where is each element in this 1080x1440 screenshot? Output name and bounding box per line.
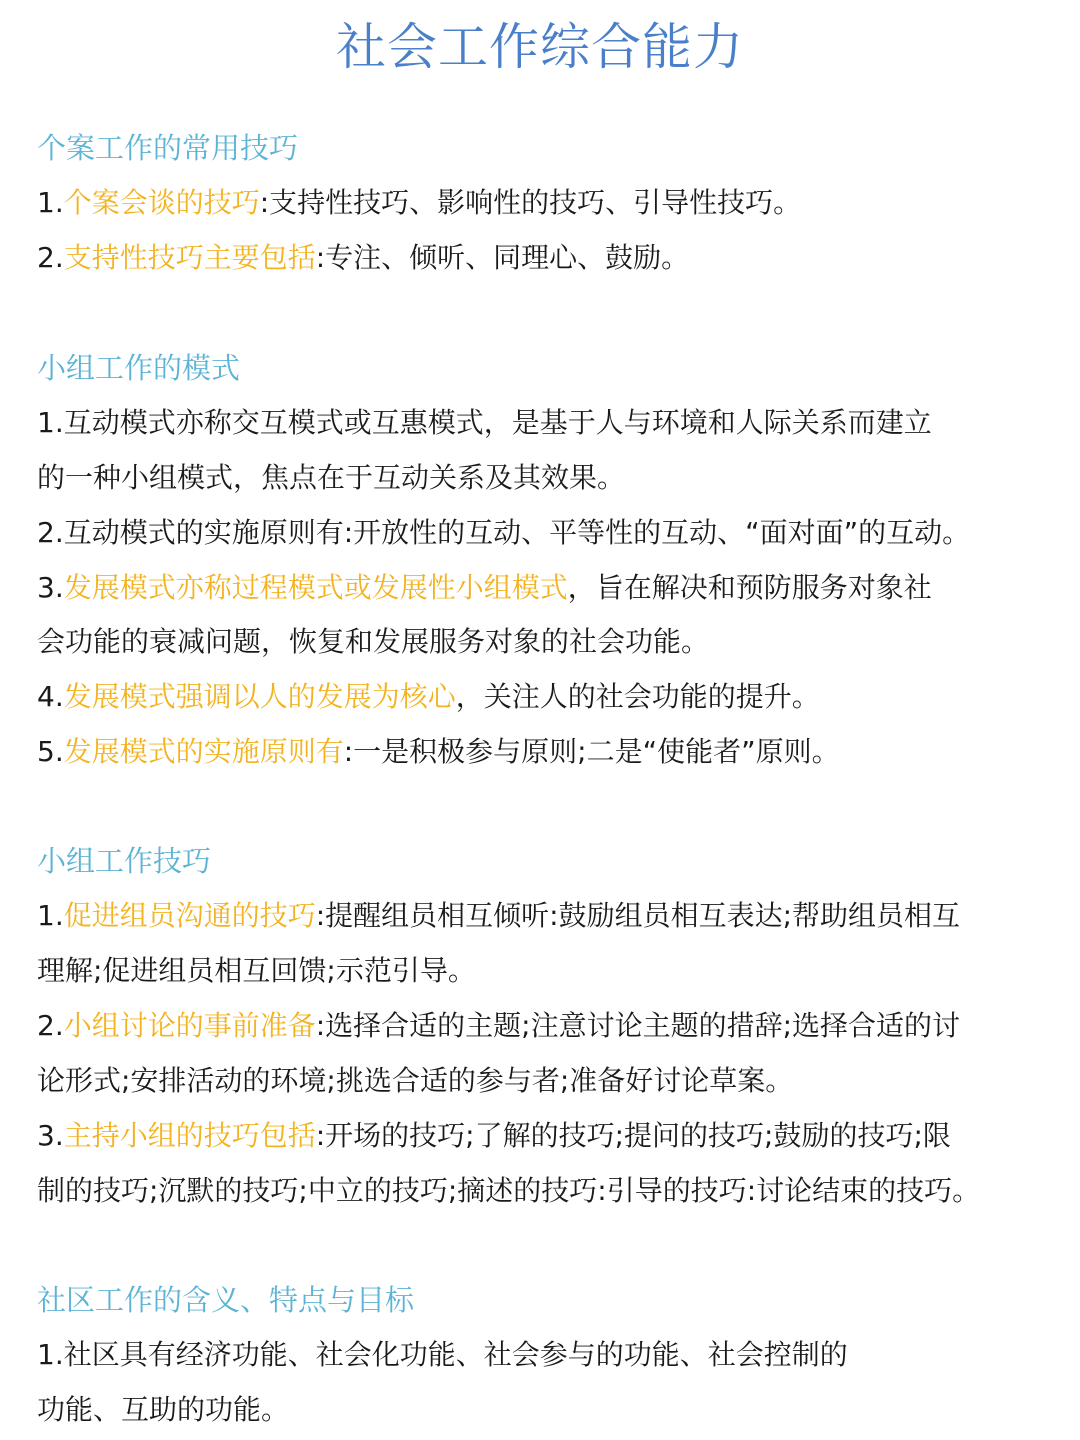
line-text: :支持性技巧、影响性的技巧、引导性技巧。 <box>259 186 802 219</box>
line-text: :选择合适的主题;注意讨论主题的措辞;选择合适的讨 <box>315 1009 961 1042</box>
text-line <box>37 1116 951 1156</box>
text-line <box>37 896 960 936</box>
text-line <box>37 568 932 608</box>
line-text: ，关注人的社会功能的提升。 <box>455 680 820 713</box>
line-text: 制的技巧;沉默的技巧;中立的技巧;摘述的技巧:引导的技巧:讨论结束的技巧。 <box>37 1174 981 1207</box>
line-text: :一是积极参与原则;二是“使能者”原则。 <box>343 735 840 768</box>
line-text: :提醒组员相互倾听:鼓励组员相互表达;帮助组员相互 <box>315 899 961 932</box>
line-text: ，旨在解决和预防服务对象社 <box>567 571 932 604</box>
text-line <box>37 403 932 443</box>
line-prefix: 1. <box>37 899 64 932</box>
line-text: 1.社区具有经济功能、社会化功能、社会参与的功能、社会控制的 <box>37 1338 848 1371</box>
text-line <box>37 732 840 772</box>
line-text: 论形式;安排活动的环境;挑选合适的参与者;准备好讨论草案。 <box>37 1064 794 1097</box>
text-line <box>37 951 476 991</box>
highlight-text: 发展模式亦称过程模式或发展性小组模式 <box>63 571 568 604</box>
line-text: :专注、倾听、同理心、鼓励。 <box>315 241 690 274</box>
line-prefix: 3. <box>37 1119 64 1152</box>
line-text: 1.互动模式亦称交互模式或互惠模式，是基于人与环境和人际关系而建立 <box>37 406 932 439</box>
section-heading-community-work: 社区工作的含义、特点与目标 <box>37 1283 415 1317</box>
section-heading-group-work-skills: 小组工作技巧 <box>37 844 212 878</box>
highlight-text: 促进组员沟通的技巧 <box>63 899 316 932</box>
line-text: :开场的技巧;了解的技巧;提问的技巧;鼓励的技巧;限 <box>315 1119 951 1152</box>
line-text: 2.互动模式的实施原则有:开放性的互动、平等性的互动、“面对面”的互动。 <box>37 516 971 549</box>
line-prefix: 2. <box>37 241 64 274</box>
text-line <box>37 1006 960 1046</box>
line-prefix: 4. <box>37 680 64 713</box>
line-text: 功能、互助的功能。 <box>37 1393 290 1426</box>
text-line <box>37 183 801 223</box>
line-prefix: 1. <box>37 186 64 219</box>
text-line <box>37 1335 848 1375</box>
highlight-text: 小组讨论的事前准备 <box>63 1009 316 1042</box>
highlight-text: 主持小组的技巧包括 <box>63 1119 316 1152</box>
text-line <box>37 1171 980 1211</box>
line-prefix: 5. <box>37 735 64 768</box>
section-heading-group-work-models: 小组工作的模式 <box>37 351 241 385</box>
text-line <box>37 677 820 717</box>
highlight-text: 个案会谈的技巧 <box>63 186 260 219</box>
line-text: 理解;促进组员相互回馈;示范引导。 <box>37 954 476 987</box>
text-line <box>37 238 689 278</box>
highlight-text: 发展模式的实施原则有 <box>63 735 344 768</box>
line-text: 会功能的衰减问题，恢复和发展服务对象的社会功能。 <box>37 625 710 658</box>
text-line <box>37 458 625 498</box>
section-heading-case-work: 个案工作的常用技巧 <box>37 131 299 165</box>
line-prefix: 2. <box>37 1009 64 1042</box>
text-line <box>37 622 709 662</box>
page-title: 社会工作综合能力 <box>336 18 744 76</box>
text-line <box>37 513 970 553</box>
highlight-text: 发展模式强调以人的发展为核心 <box>63 680 456 713</box>
line-prefix: 3. <box>37 571 64 604</box>
highlight-text: 支持性技巧主要包括 <box>63 241 316 274</box>
text-line <box>37 1390 289 1430</box>
text-line <box>37 1061 793 1101</box>
line-text: 的一种小组模式，焦点在于互动关系及其效果。 <box>37 461 626 494</box>
